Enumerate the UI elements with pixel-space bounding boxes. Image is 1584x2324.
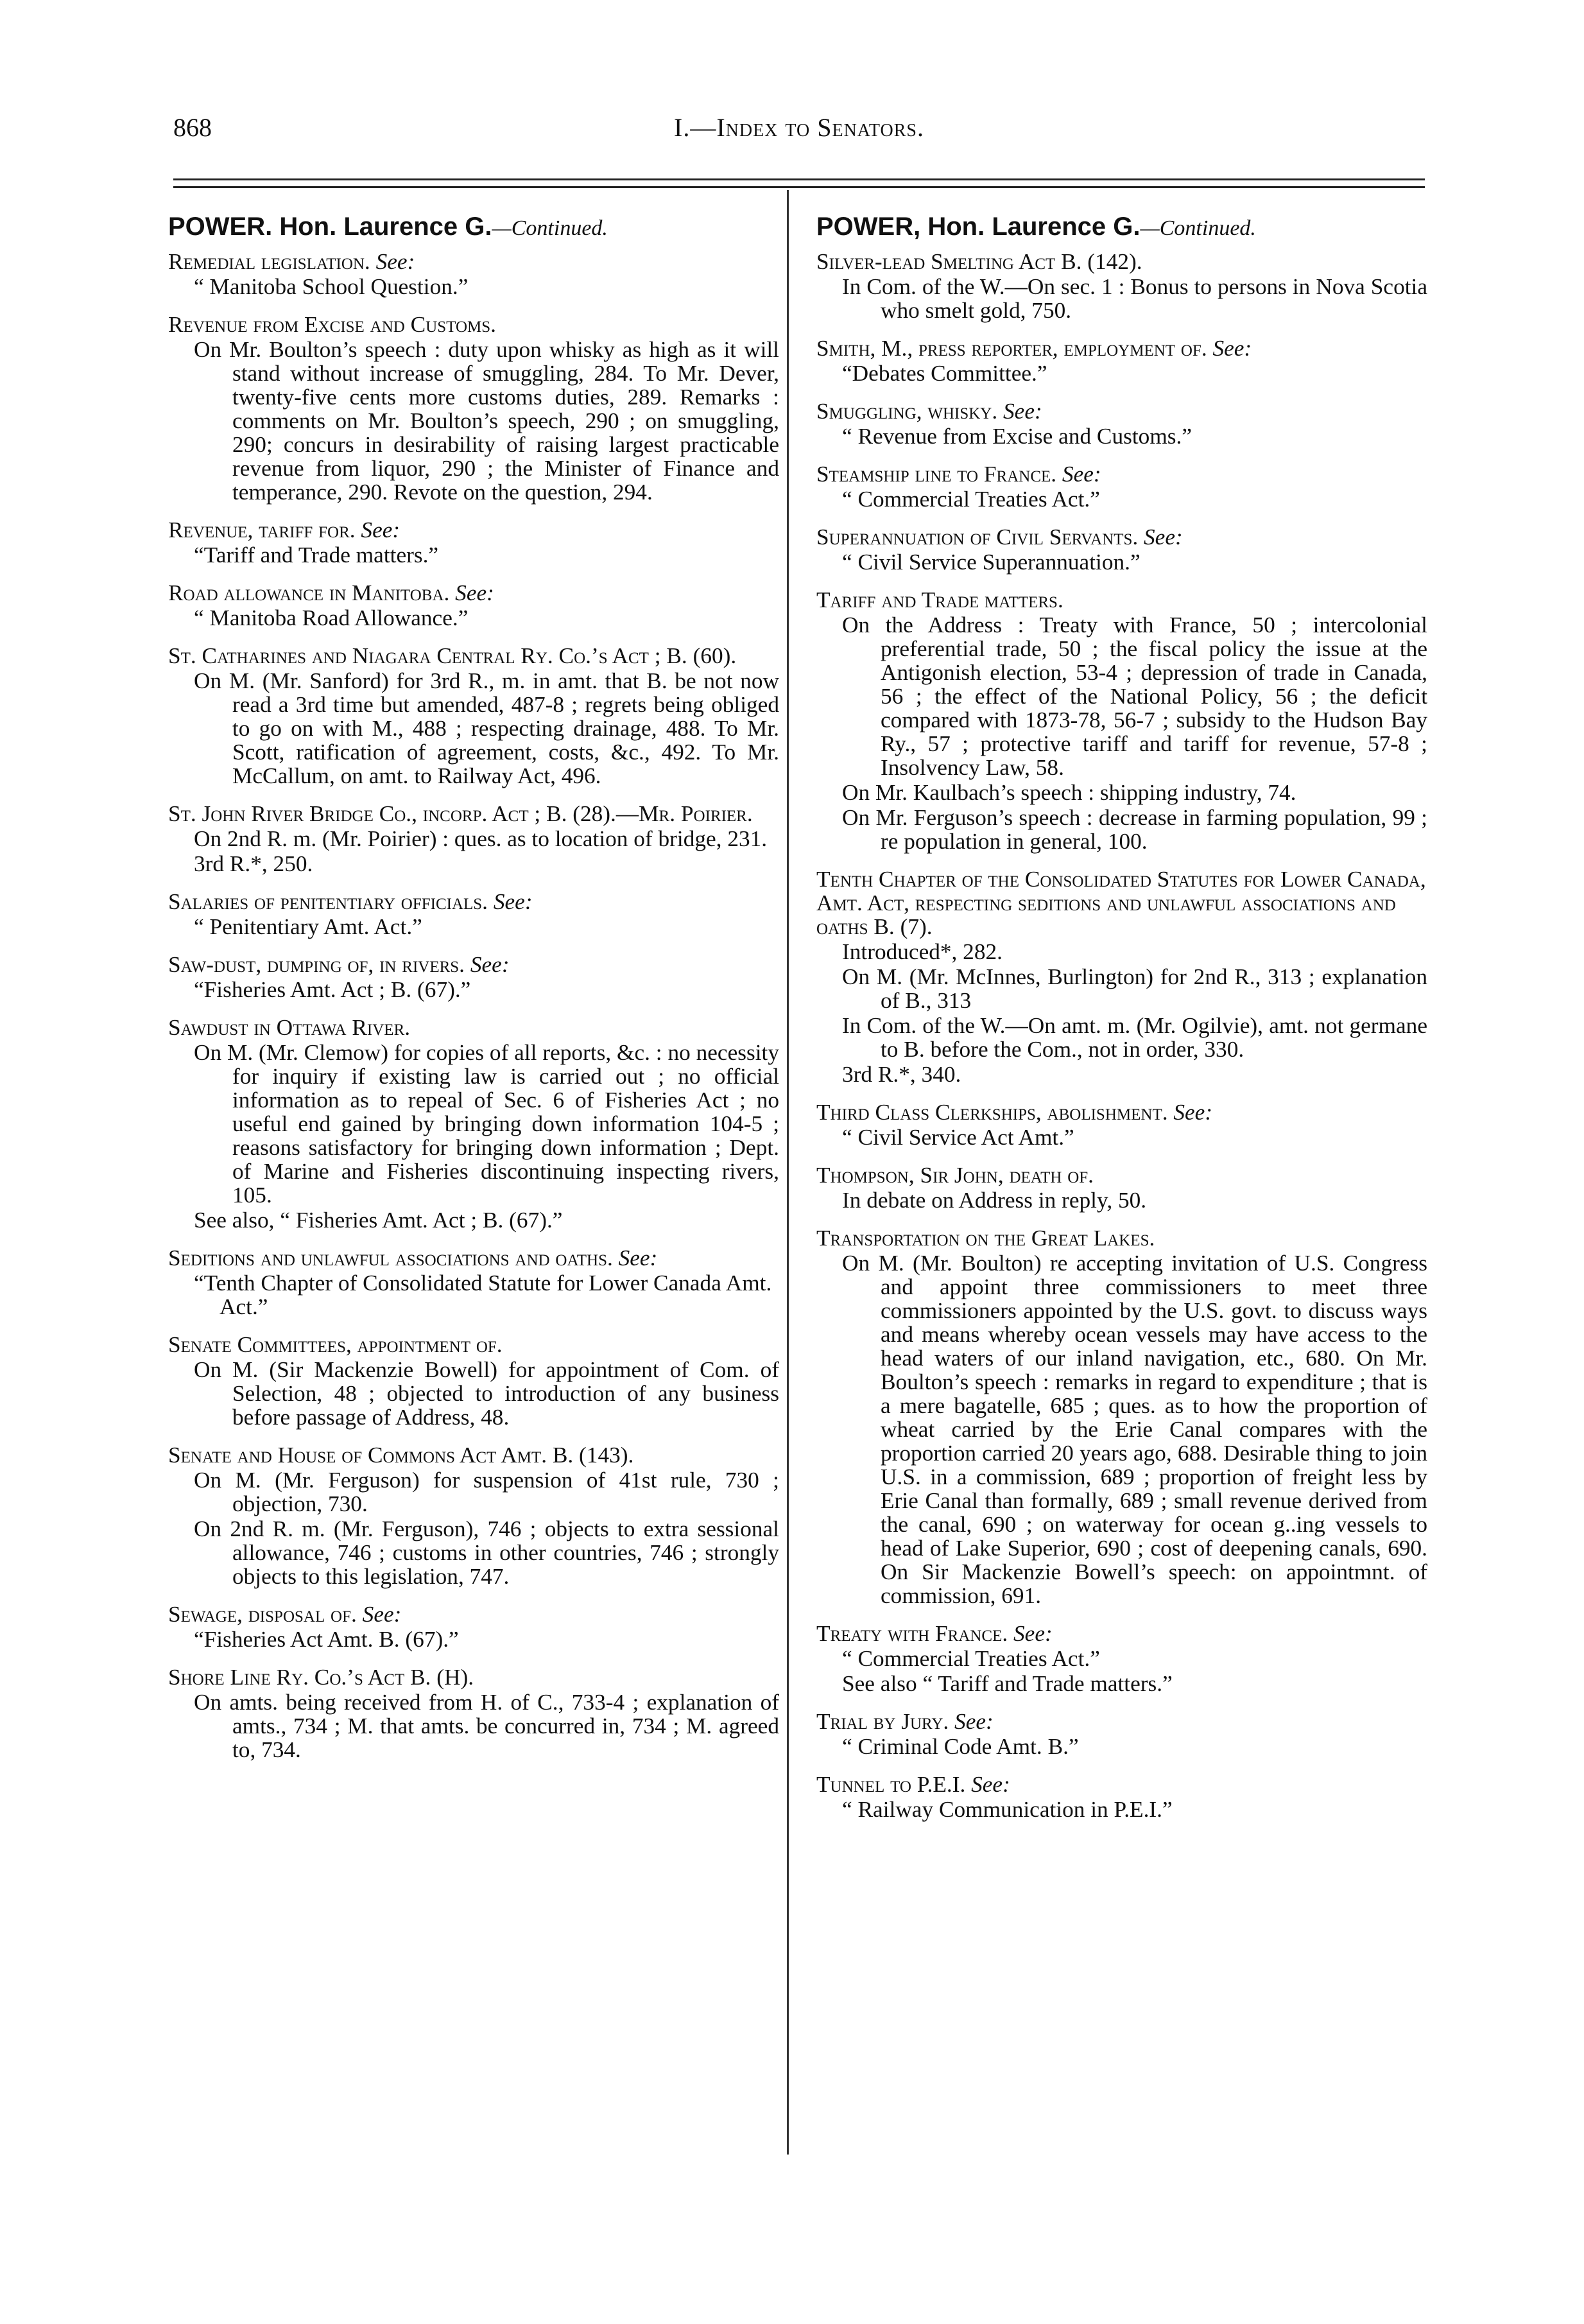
entry-title: Road allowance in Manitoba.: [168, 580, 450, 605]
entry-title: Tunnel to P.E.I.: [816, 1772, 966, 1797]
entry-title: Revenue from Excise and Customs.: [168, 312, 496, 337]
entry-heading: [168, 1602, 779, 1626]
entry-heading: [816, 399, 1427, 423]
entry-title: Trial by Jury.: [816, 1709, 949, 1734]
entry-title: St. Catharines and Niagara Central Ry. Co.’s Act ; B. (60).: [168, 643, 737, 668]
left-entries: [168, 250, 779, 1762]
entry-text: Introduced*, 282.: [842, 939, 1003, 964]
entry-heading: [168, 1443, 779, 1467]
header-rule-top: [173, 178, 1425, 180]
entry-text: On M. (Mr. Clemow) for copies of all reports, &c. : no necessity for inquiry if existing law is carried out ; no official information as to repeal of Sec. 6 of Fisheries Act ; no useful end gained by bringing down information 104-5 ; reasons satisfactory for bringing down information ; Dept. of Marine and Fisheries discontinuing inspecting rivers, 105.: [194, 1040, 779, 1208]
index-entry: [816, 588, 1427, 853]
right-entries: [816, 250, 1427, 1821]
entry-heading: [168, 313, 779, 336]
index-entry: [816, 1163, 1427, 1212]
entry-title: Revenue, tariff for.: [168, 517, 356, 542]
entry-title: St. John River Bridge Co., incorp. Act ; B. (28).—Mr. Poirier.: [168, 801, 753, 826]
heading-name: POWER, Hon. Laurence G.: [816, 212, 1141, 241]
entry-text: “ Railway Communication in P.E.I.”: [842, 1797, 1173, 1822]
entry-heading: [168, 250, 779, 273]
entry-title: Tenth Chapter of the Consolidated Statutes for Lower Canada, Amt. Act, respecting seditions and unlawful associations and oaths B. (7).: [816, 867, 1426, 939]
see-reference: See:: [1138, 525, 1183, 550]
see-reference: See:: [370, 249, 415, 274]
index-entry: [816, 1100, 1427, 1149]
heading-name: POWER. Hon. Laurence G.: [168, 212, 492, 241]
index-entry: [816, 399, 1427, 448]
entry-title: Salaries of penitentiary officials.: [168, 889, 488, 914]
entry-heading: [816, 1773, 1427, 1796]
left-column-heading: [168, 212, 779, 243]
index-entry: [168, 644, 779, 788]
see-reference: See:: [449, 580, 494, 605]
right-column-heading: [816, 212, 1427, 243]
entry-text: On 2nd R. m. (Mr. Ferguson), 746 ; objects to extra sessional allowance, 746 ; customs in other countries, 746 ; strongly objects to this legislation, 747.: [194, 1516, 779, 1589]
entry-text: “Fisheries Act Amt. B. (67).”: [194, 1627, 459, 1652]
page-number: 868: [173, 113, 212, 142]
entry-heading: [168, 953, 779, 976]
entry-heading: [816, 1622, 1427, 1645]
see-reference: See:: [949, 1709, 994, 1734]
entry-text: On Mr. Kaulbach’s speech : shipping industry, 74.: [842, 780, 1296, 805]
index-entry: [816, 1226, 1427, 1608]
index-entry: [816, 462, 1427, 511]
entry-heading: [168, 1665, 779, 1689]
heading-continued: —Continued.: [1140, 216, 1256, 240]
see-reference: See:: [612, 1245, 658, 1270]
entry-heading: [816, 1100, 1427, 1124]
see-reference: See:: [965, 1772, 1010, 1797]
index-entry: [168, 250, 779, 299]
entry-text: “ Revenue from Excise and Customs.”: [842, 424, 1192, 449]
running-title: I.—Index to Senators.: [674, 113, 924, 142]
entry-heading: [816, 525, 1427, 549]
entry-text: “ Civil Service Superannuation.”: [842, 550, 1141, 575]
entry-text: “ Criminal Code Amt. B.”: [842, 1734, 1079, 1759]
entry-heading: [168, 518, 779, 542]
entry-title: Third Class Clerkships, abolishment.: [816, 1100, 1168, 1125]
index-entry: [168, 1246, 779, 1319]
entry-title: Saw-dust, dumping of, in rivers.: [168, 952, 465, 977]
entry-heading: [816, 336, 1427, 360]
entry-heading: [816, 462, 1427, 486]
entry-title: Tariff and Trade matters.: [816, 587, 1063, 612]
entry-title: Superannuation of Civil Servants.: [816, 525, 1139, 550]
see-reference: See:: [488, 889, 533, 914]
heading-continued: —Continued.: [492, 216, 608, 240]
entry-heading: [168, 644, 779, 668]
see-reference: See:: [1056, 462, 1101, 487]
entry-heading: [168, 1246, 779, 1270]
entry-text: “Fisheries Amt. Act ; B. (67).”: [194, 977, 471, 1002]
index-entry: [168, 1333, 779, 1429]
see-reference: See:: [1008, 1621, 1053, 1646]
entry-text: On M. (Mr. McInnes, Burlington) for 2nd R., 313 ; explanation of B., 313: [842, 964, 1427, 1013]
entry-title: Treaty with France.: [816, 1621, 1008, 1646]
index-entry: [168, 518, 779, 567]
entry-text: On M. (Mr. Boulton) re accepting invitation of U.S. Congress and appoint three commissioners to meet three commissioners appointed by the U.S. govt. to discuss ways and means whereby ocean vessels may have access to the head waters of our inland navigation, etc., 680. On Mr. Boulton’s speech : remarks in regard to expenditure ; that is a mere bagatelle, 685 ; ques. as to how the proportion of wheat carried by the Erie Canal compares with the proportion carried 20 years ago, 688. Desirable thing to join U.S. in a commission, 689 ; proportion of freight less by Erie Canal than formally, 689 ; small revenue derived from the canal, 690 ; on waterway for ocean g..ing vessels to head of Lake Superior, 690 ; cost of deepening canals, 690. On Sir Mackenzie Bowell’s speech: on appointmnt. of commission, 691.: [842, 1251, 1427, 1608]
entry-heading: [168, 802, 779, 826]
entry-heading: [816, 1163, 1427, 1187]
entry-heading: [816, 1226, 1427, 1250]
entry-title: Smith, M., press reporter, employment of.: [816, 336, 1207, 361]
entry-title: Steamship line to France.: [816, 462, 1057, 487]
index-entry: [168, 313, 779, 504]
index-entry: [168, 1016, 779, 1232]
entry-text: 3rd R.*, 250.: [194, 851, 313, 876]
entry-text: “ Civil Service Act Amt.”: [842, 1125, 1074, 1150]
entry-heading: [816, 1710, 1427, 1733]
see-reference: See:: [1167, 1100, 1213, 1125]
index-entry: [816, 1622, 1427, 1695]
entry-heading: [816, 867, 1427, 939]
entry-text: “ Manitoba School Question.”: [194, 274, 469, 299]
index-entry: [168, 1665, 779, 1762]
entry-heading: [168, 890, 779, 914]
entry-title: Sawdust in Ottawa River.: [168, 1015, 411, 1040]
entry-title: Silver-lead Smelting Act B. (142).: [816, 249, 1142, 274]
see-reference: See:: [355, 517, 400, 542]
index-entry: [168, 890, 779, 939]
entry-text: On M. (Mr. Sanford) for 3rd R., m. in amt. that B. be not now read a 3rd time but amended, 487-8 ; regrets being obliged to go on with M., 488 ; respecting drainage, 488. To Mr. Scott, ratification of agreement, costs, &c., 492. To Mr. McCallum, on amt. to Railway Act, 496.: [194, 668, 779, 788]
index-entry: [168, 581, 779, 630]
index-entry: [816, 250, 1427, 322]
entry-text: 3rd R.*, 340.: [842, 1062, 961, 1087]
column-divider: [787, 190, 789, 2155]
entry-title: Senate and House of Commons Act Amt. B. (143).: [168, 1443, 634, 1468]
entry-text: See also “ Tariff and Trade matters.”: [842, 1671, 1173, 1696]
entry-text: “ Commercial Treaties Act.”: [842, 1646, 1100, 1671]
entry-title: Senate Committees, appointment of.: [168, 1332, 503, 1357]
entry-text: “ Manitoba Road Allowance.”: [194, 605, 469, 630]
entry-text: In Com. of the W.—On sec. 1 : Bonus to persons in Nova Scotia who smelt gold, 750.: [842, 274, 1427, 323]
see-reference: See:: [1207, 336, 1252, 361]
index-entry: [816, 867, 1427, 1086]
entry-text: On M. (Sir Mackenzie Bowell) for appointment of Com. of Selection, 48 ; objected to introduction of any business before passage of Address, 48.: [194, 1357, 779, 1430]
index-entry: [816, 1710, 1427, 1758]
entry-text: In Com. of the W.—On amt. m. (Mr. Ogilvie), amt. not germane to B. before the Com., not in order, 330.: [842, 1013, 1427, 1062]
entry-text: “ Commercial Treaties Act.”: [842, 487, 1100, 512]
entry-text: “Tenth Chapter of Consolidated Statute for Lower Canada Amt. Act.”: [194, 1270, 772, 1319]
entry-text: On 2nd R. m. (Mr. Poirier) : ques. as to location of bridge, 231.: [194, 826, 768, 851]
entry-heading: [168, 581, 779, 605]
entry-title: Seditions and unlawful associations and oaths.: [168, 1245, 613, 1270]
index-entry: [816, 336, 1427, 385]
entry-title: Sewage, disposal of.: [168, 1602, 357, 1627]
see-reference: See:: [356, 1602, 402, 1627]
entry-title: Transportation on the Great Lakes.: [816, 1226, 1155, 1251]
see-reference: See:: [997, 399, 1042, 424]
index-entry: [168, 802, 779, 876]
entry-text: On Mr. Boulton’s speech : duty upon whisky as high as it will stand without increase of smuggling, 284. To Mr. Dever, twenty-five cents more customs duties, 289. Remarks : comments on Mr. Boulton’s speech, 290 ; on smuggling, 290; concurs in desirability of raising largest practicable revenue from liquor, 290 ; the Minister of Finance and temperance, 290. Revote on the question, 294.: [194, 337, 779, 505]
entry-title: Smuggling, whisky.: [816, 399, 998, 424]
entry-title: Shore Line Ry. Co.’s Act B. (H).: [168, 1665, 474, 1690]
entry-text: “ Penitentiary Amt. Act.”: [194, 914, 422, 939]
entry-text: On M. (Mr. Ferguson) for suspension of 41st rule, 730 ; objection, 730.: [194, 1468, 779, 1516]
entry-heading: [168, 1016, 779, 1039]
right-column: [816, 212, 1427, 1835]
entry-heading: [816, 250, 1427, 273]
see-reference: See:: [465, 952, 510, 977]
index-entry: [168, 1602, 779, 1651]
entry-title: Thompson, Sir John, death of.: [816, 1163, 1094, 1188]
entry-heading: [168, 1333, 779, 1357]
entry-text: In debate on Address in reply, 50.: [842, 1188, 1147, 1213]
entry-text: “Tariff and Trade matters.”: [194, 542, 439, 568]
entry-title: Remedial legislation.: [168, 249, 370, 274]
entry-text: On Mr. Ferguson’s speech : decrease in farming population, 99 ; re population in general, 100.: [842, 805, 1427, 854]
entry-text: On amts. being received from H. of C., 733-4 ; explanation of amts., 734 ; M. that amts. be concurred in, 734 ; M. agreed to, 734.: [194, 1690, 779, 1762]
header-rule-bottom: [173, 186, 1425, 188]
entry-text: “Debates Committee.”: [842, 361, 1047, 386]
entry-text: See also, “ Fisheries Amt. Act ; B. (67).”: [194, 1208, 563, 1233]
page-header: [173, 112, 1425, 151]
index-entry: [168, 953, 779, 1002]
entry-heading: [816, 588, 1427, 612]
entry-text: On the Address : Treaty with France, 50 ; intercolonial preferential trade, 50 ; the fiscal policy the issue at the Antigonish election, 53-4 ; depression of trade in Canada, 56 ; the effect of the National Policy, 56 ; the deficit compared with 1873-78, 56-7 ; subsidy to the Hudson Bay Ry., 57 ; protective tariff and tariff for revenue, 57-8 ; Insolvency Law, 58.: [842, 612, 1427, 780]
index-entry: [816, 525, 1427, 574]
index-entry: [168, 1443, 779, 1588]
left-column: [168, 212, 779, 1776]
index-entry: [816, 1773, 1427, 1821]
